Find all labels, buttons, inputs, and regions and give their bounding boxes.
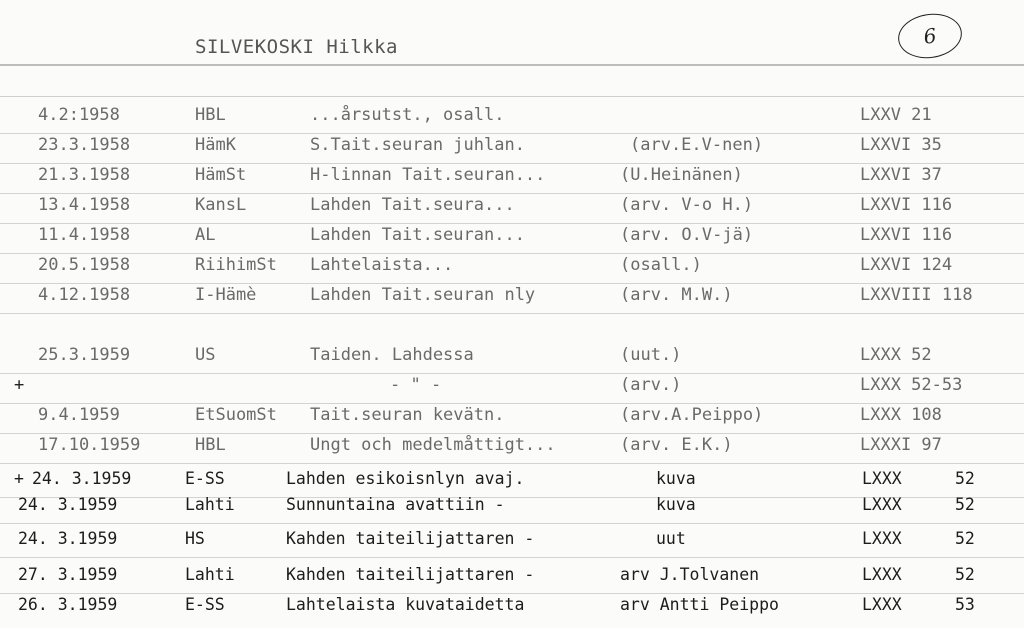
entry-paper: HBL: [195, 105, 226, 125]
entry-date: 26. 3.1959: [18, 595, 118, 614]
entry-title: Lahden Tait.seuran nly: [310, 285, 536, 305]
entry-paper: I-Hämè: [195, 285, 257, 305]
entry-page: 52: [955, 469, 975, 488]
entry-note: (arv. O.V-jä): [620, 225, 754, 245]
entry-page: 52: [955, 565, 975, 584]
entry-title: S.Tait.seuran juhlan.: [310, 135, 525, 155]
entry-date: 13.4.1958: [38, 195, 131, 215]
entry-note: (arv. M.W.): [620, 285, 733, 305]
entry-paper: E-SS: [185, 469, 225, 488]
row-rule: [0, 557, 1024, 558]
entry-note: (arv.A.Peippo): [620, 405, 764, 425]
entry-note: arv Antti Peippo: [620, 595, 779, 614]
entry-note: uut: [656, 529, 686, 548]
entry-date: 27. 3.1959: [18, 565, 118, 584]
entry-note: (osall.): [620, 255, 702, 275]
entry-title: Sunnuntaina avattiin -: [286, 495, 505, 514]
entry-paper: HämK: [195, 135, 236, 155]
entry-title: Lahden Tait.seura...: [310, 195, 515, 215]
entry-paper: HBL: [195, 435, 226, 455]
entry-note: arv J.Tolvanen: [620, 565, 760, 584]
entry-paper: HämSt: [195, 165, 247, 185]
entry-paper: E-SS: [185, 595, 225, 614]
list-item: [0, 284, 1024, 314]
list-item: [0, 374, 1024, 404]
entry-ref: LXXX: [862, 495, 902, 514]
row-rule: [0, 463, 1024, 464]
entry-ref: LXXX 52-53: [860, 375, 963, 395]
entry-ref: LXXV 21: [860, 105, 932, 125]
row-rule: [0, 523, 1024, 524]
entry-title: Ungt och medelmåttigt...: [310, 435, 556, 455]
entry-title: Kahden taiteilijattaren -: [286, 565, 535, 584]
entry-page: 52: [955, 529, 975, 548]
entry-ref: LXXVI 116: [860, 225, 953, 245]
entry-note: (U.Heinänen): [620, 165, 743, 185]
entry-date: 4.12.1958: [38, 285, 131, 305]
entry-title: Lahtelaista kuvataidetta: [286, 595, 525, 614]
entry-paper: Lahti: [185, 565, 235, 584]
list-item: [0, 594, 1024, 624]
entry-ref: LXXVI 37: [860, 165, 942, 185]
entry-date: 21.3.1958: [38, 165, 131, 185]
entry-note: kuva: [656, 469, 696, 488]
entry-paper: HS: [185, 529, 205, 548]
entry-ref: LXXVI 116: [860, 195, 953, 215]
entry-date: 20.5.1958: [38, 255, 131, 275]
entry-page: 52: [955, 495, 975, 514]
card-number: 6: [922, 23, 938, 49]
card-name: SILVEKOSKI Hilkka: [195, 36, 398, 58]
list-item: [0, 134, 1024, 164]
entry-ref: LXXVI 35: [860, 135, 942, 155]
row-rule: [0, 313, 1024, 314]
entry-title: H-linnan Tait.seuran...: [310, 165, 546, 185]
entry-title: Lahden Tait.seuran...: [310, 225, 525, 245]
entry-note: (arv.E.V-nen): [630, 135, 764, 155]
entry-ref: LXXXI 97: [860, 435, 942, 455]
entry-ref: LXXX 108: [860, 405, 942, 425]
entry-paper: Lahti: [185, 495, 235, 514]
list-item: [0, 224, 1024, 254]
entry-date: 23.3.1958: [38, 135, 131, 155]
entry-date: 24. 3.1959: [32, 469, 132, 488]
entry-ref: LXXX: [862, 565, 902, 584]
entry-prefix: +: [14, 375, 25, 395]
entry-ref: LXXX: [862, 529, 902, 548]
list-item: [0, 344, 1024, 374]
entry-note: kuva: [656, 495, 696, 514]
entry-title: ...årsutst., osall.: [310, 105, 505, 125]
entry-note: (arv. E.K.): [620, 435, 733, 455]
entry-date: 17.10.1959: [38, 435, 141, 455]
list-item: [0, 104, 1024, 134]
entry-ref: LXXVIII 118: [860, 285, 973, 305]
list-item: [0, 164, 1024, 194]
entry-paper: EtSuomSt: [195, 405, 277, 425]
entry-title: - " -: [390, 375, 442, 395]
entry-paper: US: [195, 345, 216, 365]
list-item: [0, 528, 1024, 558]
entry-ref: LXXX: [862, 595, 902, 614]
entry-ref: LXXVI 124: [860, 255, 953, 275]
entry-page: 53: [955, 595, 975, 614]
entry-date: 24. 3.1959: [18, 529, 118, 548]
entry-prefix: +: [14, 469, 24, 488]
entry-ref: LXXX: [862, 469, 902, 488]
entry-title: Taiden. Lahdessa: [310, 345, 474, 365]
entry-date: 4.2:1958: [38, 105, 120, 125]
list-item: [0, 194, 1024, 224]
entry-title: Kahden taiteilijattaren -: [286, 529, 535, 548]
entry-note: (uut.): [620, 345, 682, 365]
entry-paper: AL: [195, 225, 216, 245]
entry-date: 11.4.1958: [38, 225, 131, 245]
entry-note: (arv.): [620, 375, 682, 395]
list-item: [0, 434, 1024, 464]
entry-title: Lahtelaista...: [310, 255, 454, 275]
entry-date: 25.3.1959: [38, 345, 131, 365]
entry-paper: RiihimSt: [195, 255, 277, 275]
entry-title: Lahden esikoisnlyn avaj.: [286, 469, 525, 488]
entry-paper: KansL: [195, 195, 247, 215]
list-item: [0, 564, 1024, 594]
list-item: [0, 494, 1024, 524]
list-item: [0, 254, 1024, 284]
entry-date: 9.4.1959: [38, 405, 120, 425]
list-item: [0, 404, 1024, 434]
entry-note: (arv. V-o H.): [620, 195, 754, 215]
entry-ref: LXXX 52: [860, 345, 932, 365]
entry-date: 24. 3.1959: [18, 495, 118, 514]
entry-title: Tait.seuran kevätn.: [310, 405, 505, 425]
